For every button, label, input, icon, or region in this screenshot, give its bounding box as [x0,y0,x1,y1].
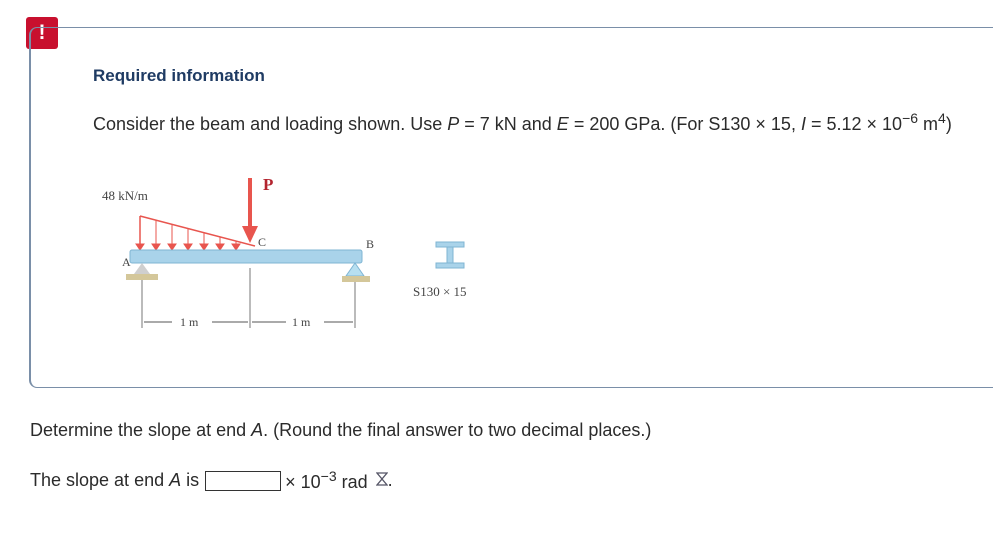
load-line [140,216,255,246]
support-a [134,263,150,274]
question-text: Determine the slope at end A. (Round the final answer to two decimal places.) [30,420,652,440]
hourglass-icon [376,470,388,491]
problem-statement: Consider the beam and loading shown. Use P = 7 kN and E = 200 GPa. (For S130 × 15, $I = 5.12 \times 10^{-6}$ $m^4$) [93,110,952,134]
support-b [346,263,364,276]
span-1-label: 1 m [180,315,199,329]
slope-answer-input[interactable] [205,471,281,491]
point-b-label: B [366,237,375,251]
load-label: 48 kN/m [102,188,148,203]
force-arrow [248,178,252,230]
answer-unit: × $10^{-3}$ rad [285,468,368,492]
i-section-icon [436,242,464,268]
alert-icon: ! [26,17,58,49]
section-label: S130 × 15 [413,284,467,299]
beam [130,250,362,263]
answer-row: The slope at end A is × $10^{-3}$ rad . [30,468,393,492]
answer-label: The slope at end A is [30,470,200,490]
point-c-label: C [258,235,267,249]
load-arrows [136,216,240,250]
span-2-label: 1 m [292,315,311,329]
force-label: P [263,175,274,194]
beam-diagram [100,168,500,338]
required-info-title: Required information [93,66,265,85]
point-a-label: A [122,255,131,269]
beam-figure [100,168,500,338]
